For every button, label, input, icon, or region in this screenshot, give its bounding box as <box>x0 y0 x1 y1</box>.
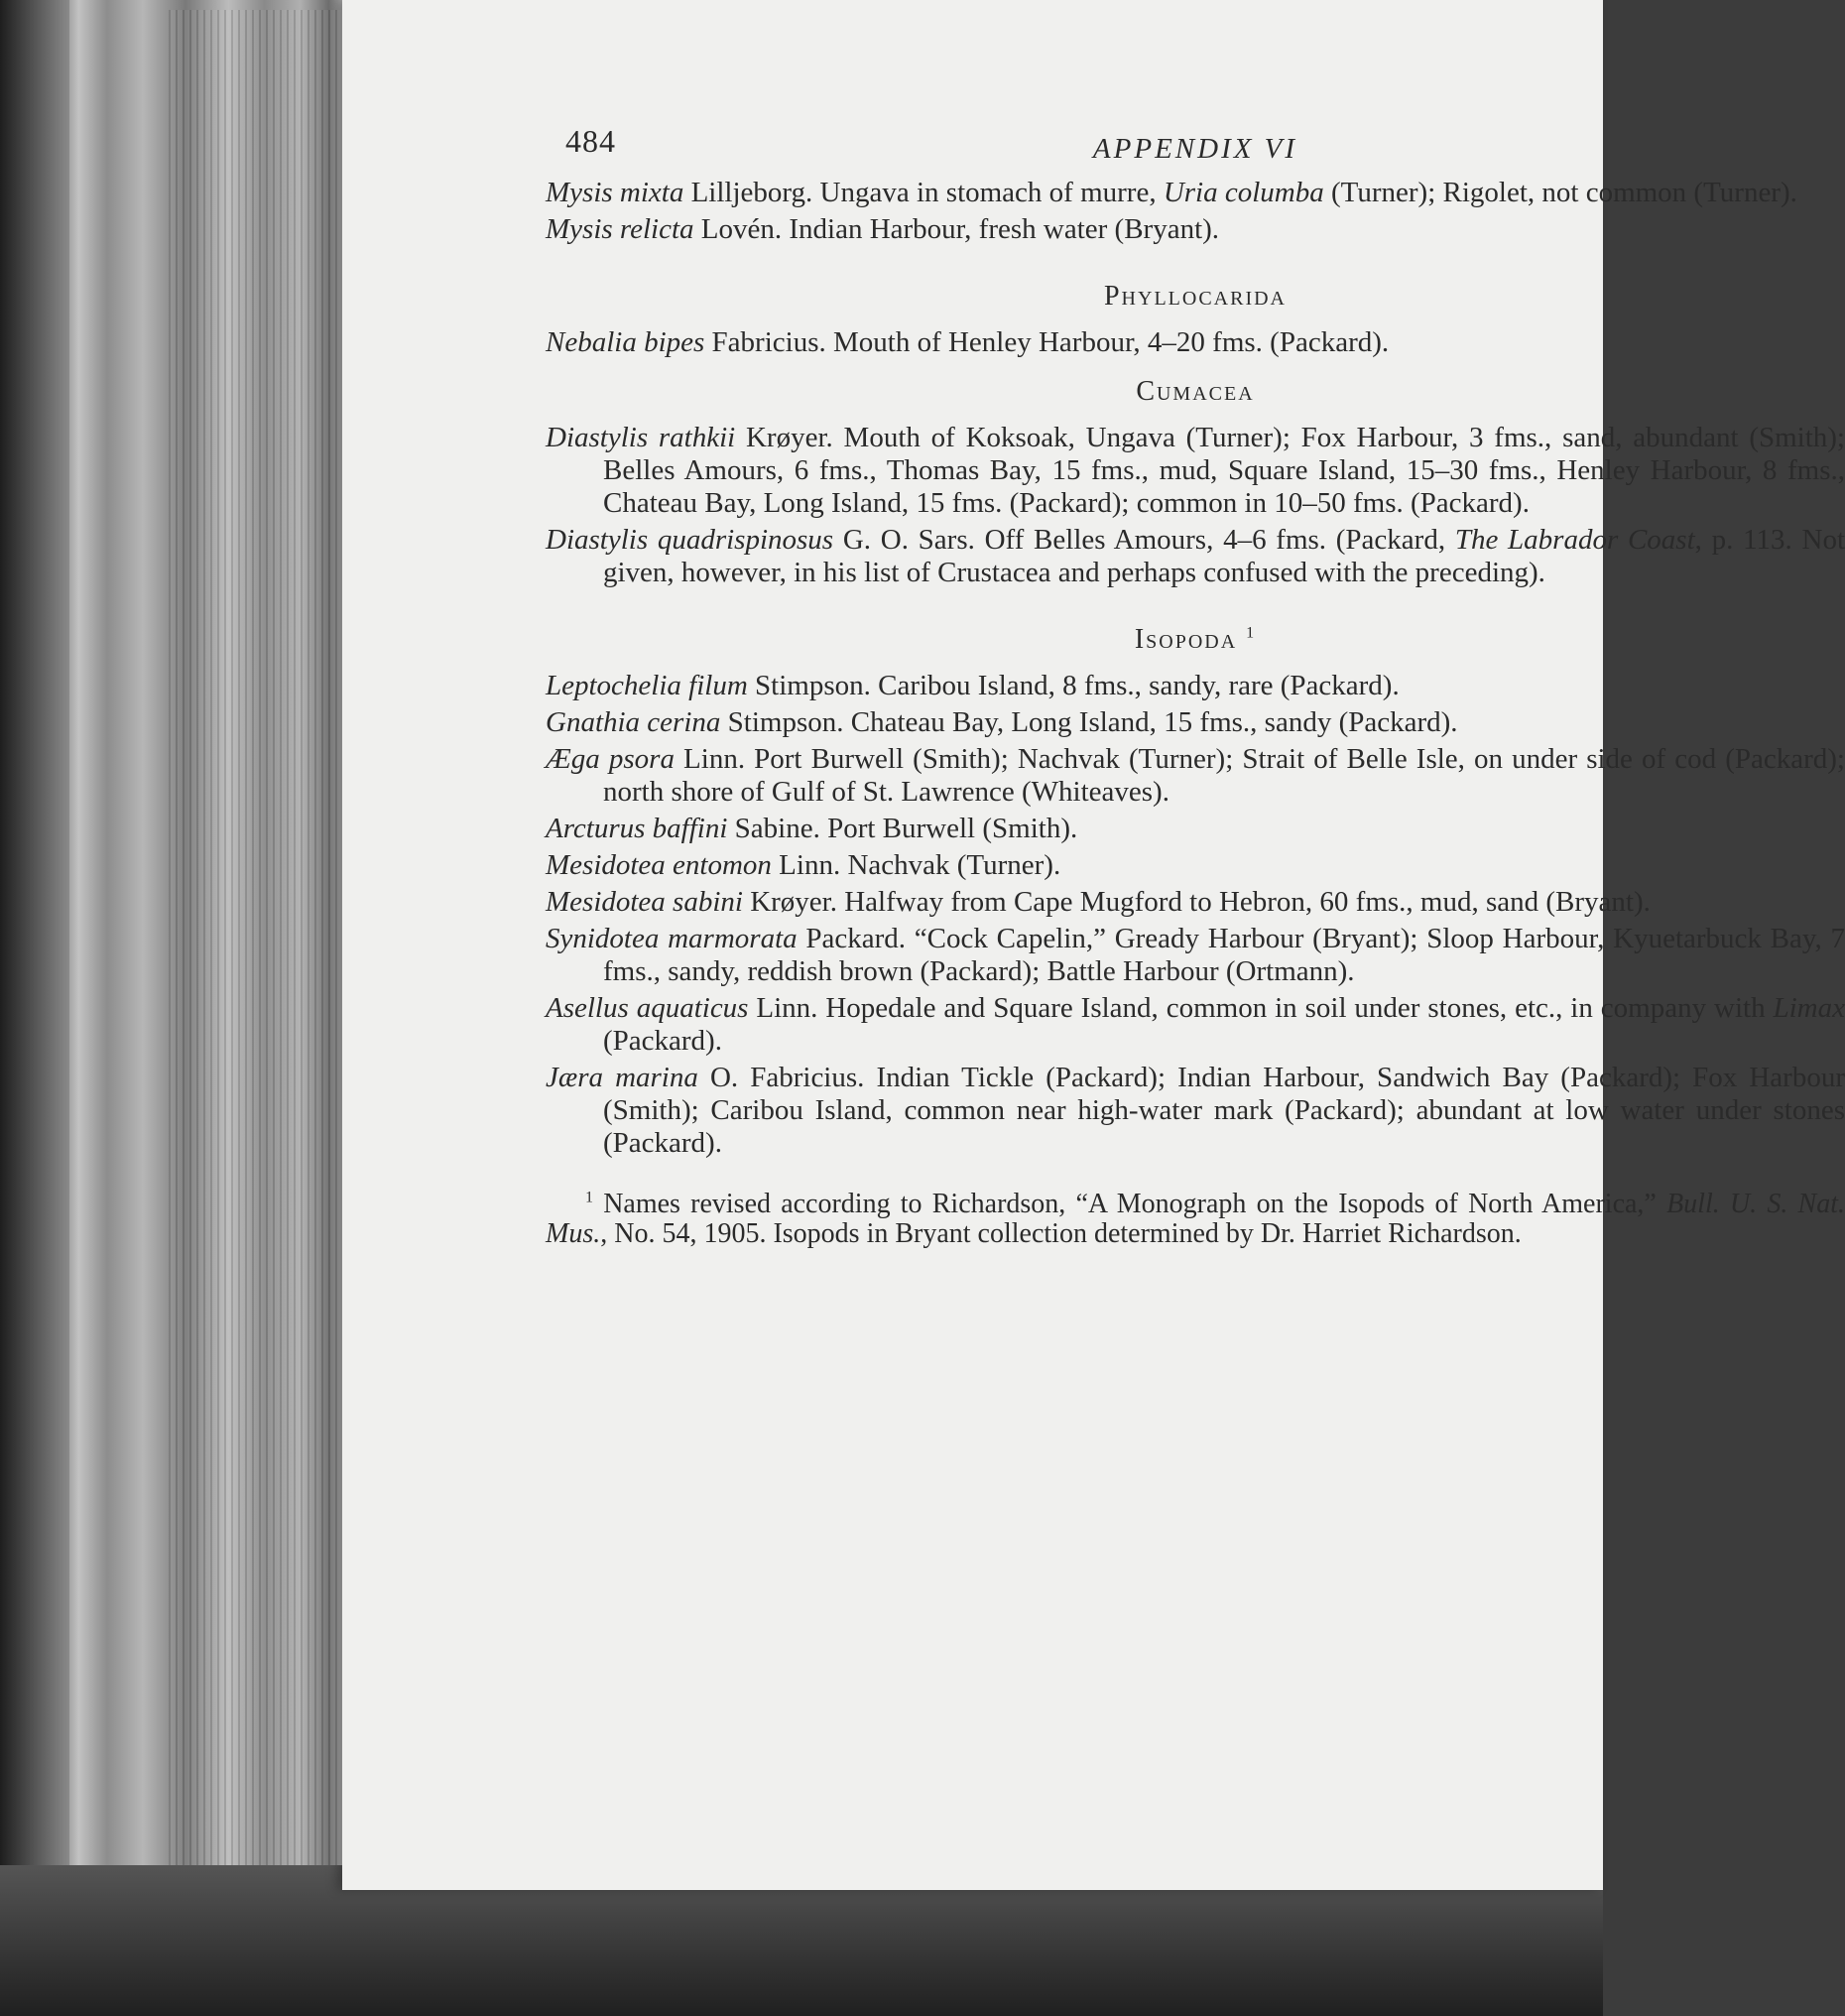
entry-text: Linn. Port Burwell (Smith); Nachvak (Turner); Strait of Belle Isle, on under side of cod (Packard); north shore of Gulf of St. Lawrence (Whiteaves). <box>603 743 1845 808</box>
footnote-marker: 1 <box>1246 624 1257 642</box>
publication-title: The Labrador Coast <box>1454 524 1695 556</box>
taxon-name: Arcturus baffini <box>546 813 728 844</box>
species-entry <box>546 177 1845 209</box>
entry-text: Stimpson. Caribou Island, 8 fms., sandy, rare (Packard). <box>747 670 1400 701</box>
entry-text: Fabricius. Mouth of Henley Harbour, 4–20 fms. (Packard). <box>704 326 1390 358</box>
taxon-name: Jæra marina <box>546 1062 698 1093</box>
taxon-name: Æga psora <box>546 743 675 775</box>
species-entry <box>546 992 1845 1058</box>
entry-text-cont: , p. 113. Not given, however, in his list of Crustacea and perhaps confused with the preceding). <box>603 524 1845 588</box>
footnote <box>546 1190 1845 1249</box>
species-entry <box>546 813 1845 845</box>
taxon-name-secondary: Limax <box>1773 992 1845 1024</box>
taxon-name: Mysis relicta <box>546 213 694 245</box>
page-content <box>546 119 1845 1277</box>
section-heading: Cumacea <box>1136 376 1255 407</box>
species-entry <box>546 923 1845 988</box>
entry-text: O. Fabricius. Indian Tickle (Packard); Indian Harbour, Sandwich Bay (Packard); Fox Harbour (Smith); Caribou Island, common near high-water mark (Packard); abundant at low water under stones (Packard). <box>603 1062 1845 1159</box>
running-head: APPENDIX VI <box>1092 133 1298 165</box>
book-spine-shadow <box>0 0 69 2016</box>
section-cumacea <box>546 375 1845 589</box>
entry-text: Sabine. Port Burwell (Smith). <box>727 813 1078 844</box>
species-entry <box>546 1062 1845 1160</box>
section-heading-text: Isopoda <box>1134 624 1238 655</box>
entry-text: Stimpson. Chateau Bay, Long Island, 15 fms., sandy (Packard). <box>720 706 1458 738</box>
species-entry <box>546 886 1845 919</box>
page-number: 484 <box>565 123 616 159</box>
footnote-text-cont: , No. 54, 1905. Isopods in Bryant collection determined by Dr. Harriet Richardson. <box>600 1218 1522 1249</box>
footnote-number: 1 <box>585 1189 593 1206</box>
taxon-name: Leptochelia filum <box>546 670 748 701</box>
entry-text: Linn. Nachvak (Turner). <box>771 849 1061 881</box>
taxon-name: Synidotea marmorata <box>546 923 798 954</box>
entry-text: G. O. Sars. Off Belles Amours, 4–6 fms. (Packard, <box>833 524 1455 556</box>
footnote-text: Names revised according to Richardson, “A Monograph on the Isopods of North America,” <box>593 1189 1667 1219</box>
taxon-name: Mesidotea entomon <box>546 849 772 881</box>
section-isopoda <box>546 623 1845 1160</box>
section-heading <box>546 623 1845 656</box>
species-entry <box>546 213 1845 246</box>
species-entry <box>546 524 1845 589</box>
entry-text: Krøyer. Mouth of Koksoak, Ungava (Turner); Fox Harbour, 3 fms., sand, abundant (Smith); Belles Amours, 6 fms., Thomas Bay, 15 fms., mud, Square Island, 15–30 fms., Henley Harbour, 8 fms., Chateau Bay, Long Island, 15 fms. (Packard); common in 10–50 fms. (Packard). <box>603 422 1845 519</box>
entry-text: Linn. Hopedale and Square Island, common in soil under stones, etc., in company with <box>748 992 1774 1024</box>
taxon-name-secondary: Uria columba <box>1163 177 1324 208</box>
section-heading: Phyllocarida <box>1103 281 1287 312</box>
page-edge-stack <box>169 10 347 1865</box>
entry-text: Krøyer. Halfway from Cape Mugford to Hebron, 60 fms., mud, sand (Bryant). <box>742 886 1651 918</box>
entry-text: Lovén. Indian Harbour, fresh water (Bryant). <box>693 213 1220 245</box>
species-entry <box>546 422 1845 520</box>
section-phyllocarida <box>546 280 1845 359</box>
taxon-name: Asellus aquaticus <box>546 992 749 1024</box>
entry-text: Packard. “Cock Capelin,” Gready Harbour (Bryant); Sloop Harbour, Kyuetarbuck Bay, 7 fms., sandy, reddish brown (Packard); Battle Harbour (Ortmann). <box>603 923 1845 987</box>
taxon-name: Mysis mixta <box>546 177 684 208</box>
entry-text-cont: (Packard). <box>603 1025 722 1057</box>
page-header <box>546 119 1845 177</box>
book-page <box>342 0 1845 1890</box>
species-entry <box>546 670 1845 702</box>
entry-text: Lilljeborg. Ungava in stomach of murre, <box>683 177 1164 208</box>
taxon-name: Diastylis rathkii <box>546 422 736 453</box>
entry-text-cont: (Turner); Rigolet, not common (Turner). <box>1323 177 1797 208</box>
taxon-name: Gnathia cerina <box>546 706 721 738</box>
species-entry <box>546 706 1845 739</box>
species-entry <box>546 849 1845 882</box>
taxon-name: Mesidotea sabini <box>546 886 743 918</box>
taxon-name: Diastylis quadrispinosus <box>546 524 834 556</box>
footnote-citation: Bull. U. S. Nat. Mus. <box>546 1189 1845 1249</box>
section-mysis <box>546 177 1845 246</box>
species-entry <box>546 326 1845 359</box>
species-entry <box>546 743 1845 809</box>
taxon-name: Nebalia bipes <box>546 326 705 358</box>
